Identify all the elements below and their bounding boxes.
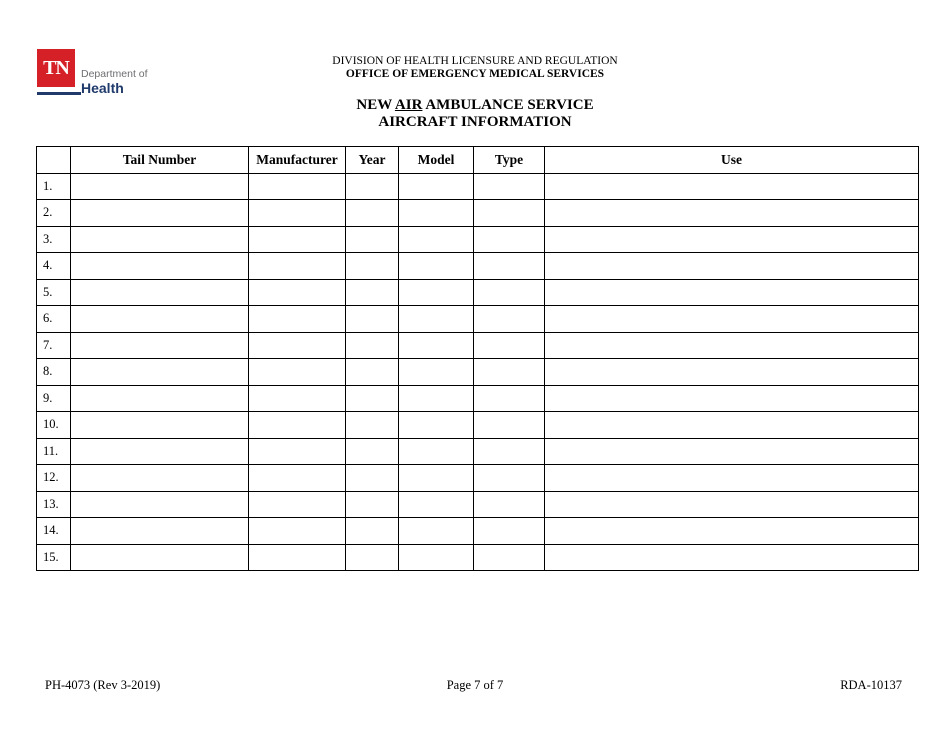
col-header-type: Type [474, 147, 545, 174]
aircraft-table [36, 146, 919, 571]
row-number: 8. [37, 359, 71, 386]
rda-number: RDA-10137 [840, 678, 902, 692]
logo-underline-bar [37, 92, 81, 95]
cell-use[interactable] [545, 359, 919, 386]
cell-model[interactable] [399, 544, 474, 571]
cell-type[interactable] [474, 491, 545, 518]
cell-manufacturer[interactable] [249, 412, 346, 439]
cell-type[interactable] [474, 332, 545, 359]
form-title-prefix: NEW [356, 97, 395, 113]
col-header-model: Model [399, 147, 474, 174]
cell-type[interactable] [474, 518, 545, 545]
col-header-year: Year [346, 147, 399, 174]
cell-type[interactable] [474, 385, 545, 412]
cell-model[interactable] [399, 359, 474, 386]
cell-year[interactable] [346, 253, 399, 280]
cell-tail-number[interactable] [71, 173, 249, 200]
cell-use[interactable] [545, 226, 919, 253]
cell-tail-number[interactable] [71, 385, 249, 412]
page-number: Page 7 of 7 [446, 678, 504, 692]
cell-type[interactable] [474, 279, 545, 306]
table-row [37, 306, 919, 333]
form-title-suffix: AMBULANCE SERVICE [422, 97, 594, 113]
cell-year[interactable] [346, 279, 399, 306]
cell-type[interactable] [474, 544, 545, 571]
cell-type[interactable] [474, 359, 545, 386]
cell-year[interactable] [346, 332, 399, 359]
row-number: 3. [37, 226, 71, 253]
table-row [37, 359, 919, 386]
cell-manufacturer[interactable] [249, 438, 346, 465]
cell-manufacturer[interactable] [249, 306, 346, 333]
table-row [37, 491, 919, 518]
cell-year[interactable] [346, 200, 399, 227]
table-header-row [37, 147, 919, 174]
row-number: 13. [37, 491, 71, 518]
cell-type[interactable] [474, 226, 545, 253]
cell-year[interactable] [346, 491, 399, 518]
cell-use[interactable] [545, 438, 919, 465]
row-number: 2. [37, 200, 71, 227]
col-header-number [37, 147, 71, 174]
cell-type[interactable] [474, 438, 545, 465]
col-header-manufacturer: Manufacturer [249, 147, 346, 174]
table-row [37, 200, 919, 227]
cell-tail-number[interactable] [71, 544, 249, 571]
cell-year[interactable] [346, 385, 399, 412]
cell-type[interactable] [474, 412, 545, 439]
cell-use[interactable] [545, 491, 919, 518]
row-number: 1. [37, 173, 71, 200]
row-number: 14. [37, 518, 71, 545]
cell-year[interactable] [346, 226, 399, 253]
form-id: PH-4073 (Rev 3-2019) [45, 678, 161, 692]
table-row [37, 544, 919, 571]
cell-tail-number[interactable] [71, 306, 249, 333]
cell-tail-number[interactable] [71, 226, 249, 253]
cell-use[interactable] [545, 200, 919, 227]
cell-year[interactable] [346, 438, 399, 465]
cell-model[interactable] [399, 518, 474, 545]
cell-model[interactable] [399, 332, 474, 359]
cell-model[interactable] [399, 465, 474, 492]
cell-tail-number[interactable] [71, 438, 249, 465]
row-number: 15. [37, 544, 71, 571]
table-row [37, 438, 919, 465]
row-number: 10. [37, 412, 71, 439]
cell-model[interactable] [399, 200, 474, 227]
cell-model[interactable] [399, 491, 474, 518]
row-number: 4. [37, 253, 71, 280]
row-number: 5. [37, 279, 71, 306]
cell-model[interactable] [399, 279, 474, 306]
row-number: 9. [37, 385, 71, 412]
cell-year[interactable] [346, 306, 399, 333]
cell-tail-number[interactable] [71, 359, 249, 386]
cell-use[interactable] [545, 465, 919, 492]
table-body [37, 173, 919, 571]
cell-year[interactable] [346, 544, 399, 571]
cell-use[interactable] [545, 412, 919, 439]
cell-type[interactable] [474, 173, 545, 200]
cell-manufacturer[interactable] [249, 253, 346, 280]
row-number: 7. [37, 332, 71, 359]
row-number: 12. [37, 465, 71, 492]
table-row [37, 518, 919, 545]
cell-year[interactable] [346, 518, 399, 545]
cell-manufacturer[interactable] [249, 173, 346, 200]
form-title [0, 97, 950, 114]
cell-type[interactable] [474, 253, 545, 280]
cell-manufacturer[interactable] [249, 491, 346, 518]
cell-year[interactable] [346, 412, 399, 439]
cell-manufacturer[interactable] [249, 518, 346, 545]
row-number: 11. [37, 438, 71, 465]
table-row [37, 279, 919, 306]
form-title-air: AIR [394, 97, 423, 113]
cell-tail-number[interactable] [71, 491, 249, 518]
cell-tail-number[interactable] [71, 332, 249, 359]
cell-type[interactable] [474, 306, 545, 333]
cell-model[interactable] [399, 438, 474, 465]
division-heading: DIVISION OF HEALTH LICENSURE AND REGULATION [332, 55, 618, 67]
office-heading: OFFICE OF EMERGENCY MEDICAL SERVICES [345, 68, 605, 80]
table-row [37, 253, 919, 280]
col-header-tail-number: Tail Number [71, 147, 249, 174]
cell-year[interactable] [346, 173, 399, 200]
cell-manufacturer[interactable] [249, 385, 346, 412]
cell-model[interactable] [399, 306, 474, 333]
cell-manufacturer[interactable] [249, 226, 346, 253]
cell-use[interactable] [545, 332, 919, 359]
cell-tail-number[interactable] [71, 253, 249, 280]
col-header-use: Use [545, 147, 919, 174]
table-row [37, 332, 919, 359]
cell-manufacturer[interactable] [249, 200, 346, 227]
table-row [37, 226, 919, 253]
cell-tail-number[interactable] [71, 200, 249, 227]
cell-use[interactable] [545, 544, 919, 571]
cell-tail-number[interactable] [71, 518, 249, 545]
table-row [37, 412, 919, 439]
cell-model[interactable] [399, 412, 474, 439]
cell-model[interactable] [399, 173, 474, 200]
cell-manufacturer[interactable] [249, 544, 346, 571]
cell-use[interactable] [545, 279, 919, 306]
cell-type[interactable] [474, 465, 545, 492]
cell-year[interactable] [346, 359, 399, 386]
table-row [37, 465, 919, 492]
cell-year[interactable] [346, 465, 399, 492]
table-row [37, 173, 919, 200]
logo-department-text: Department of [81, 68, 148, 80]
cell-manufacturer[interactable] [249, 359, 346, 386]
cell-manufacturer[interactable] [249, 332, 346, 359]
cell-manufacturer[interactable] [249, 279, 346, 306]
cell-use[interactable] [545, 518, 919, 545]
logo-health-text: Health [81, 80, 124, 96]
cell-model[interactable] [399, 226, 474, 253]
logo-tn-mark: TN [37, 49, 75, 87]
cell-manufacturer[interactable] [249, 465, 346, 492]
cell-use[interactable] [545, 306, 919, 333]
cell-tail-number[interactable] [71, 465, 249, 492]
cell-tail-number[interactable] [71, 412, 249, 439]
cell-use[interactable] [545, 253, 919, 280]
cell-model[interactable] [399, 385, 474, 412]
table-row [37, 385, 919, 412]
cell-tail-number[interactable] [71, 279, 249, 306]
row-number: 6. [37, 306, 71, 333]
cell-use[interactable] [545, 173, 919, 200]
cell-type[interactable] [474, 200, 545, 227]
cell-model[interactable] [399, 253, 474, 280]
form-subtitle: AIRCRAFT INFORMATION [378, 114, 572, 130]
cell-use[interactable] [545, 385, 919, 412]
